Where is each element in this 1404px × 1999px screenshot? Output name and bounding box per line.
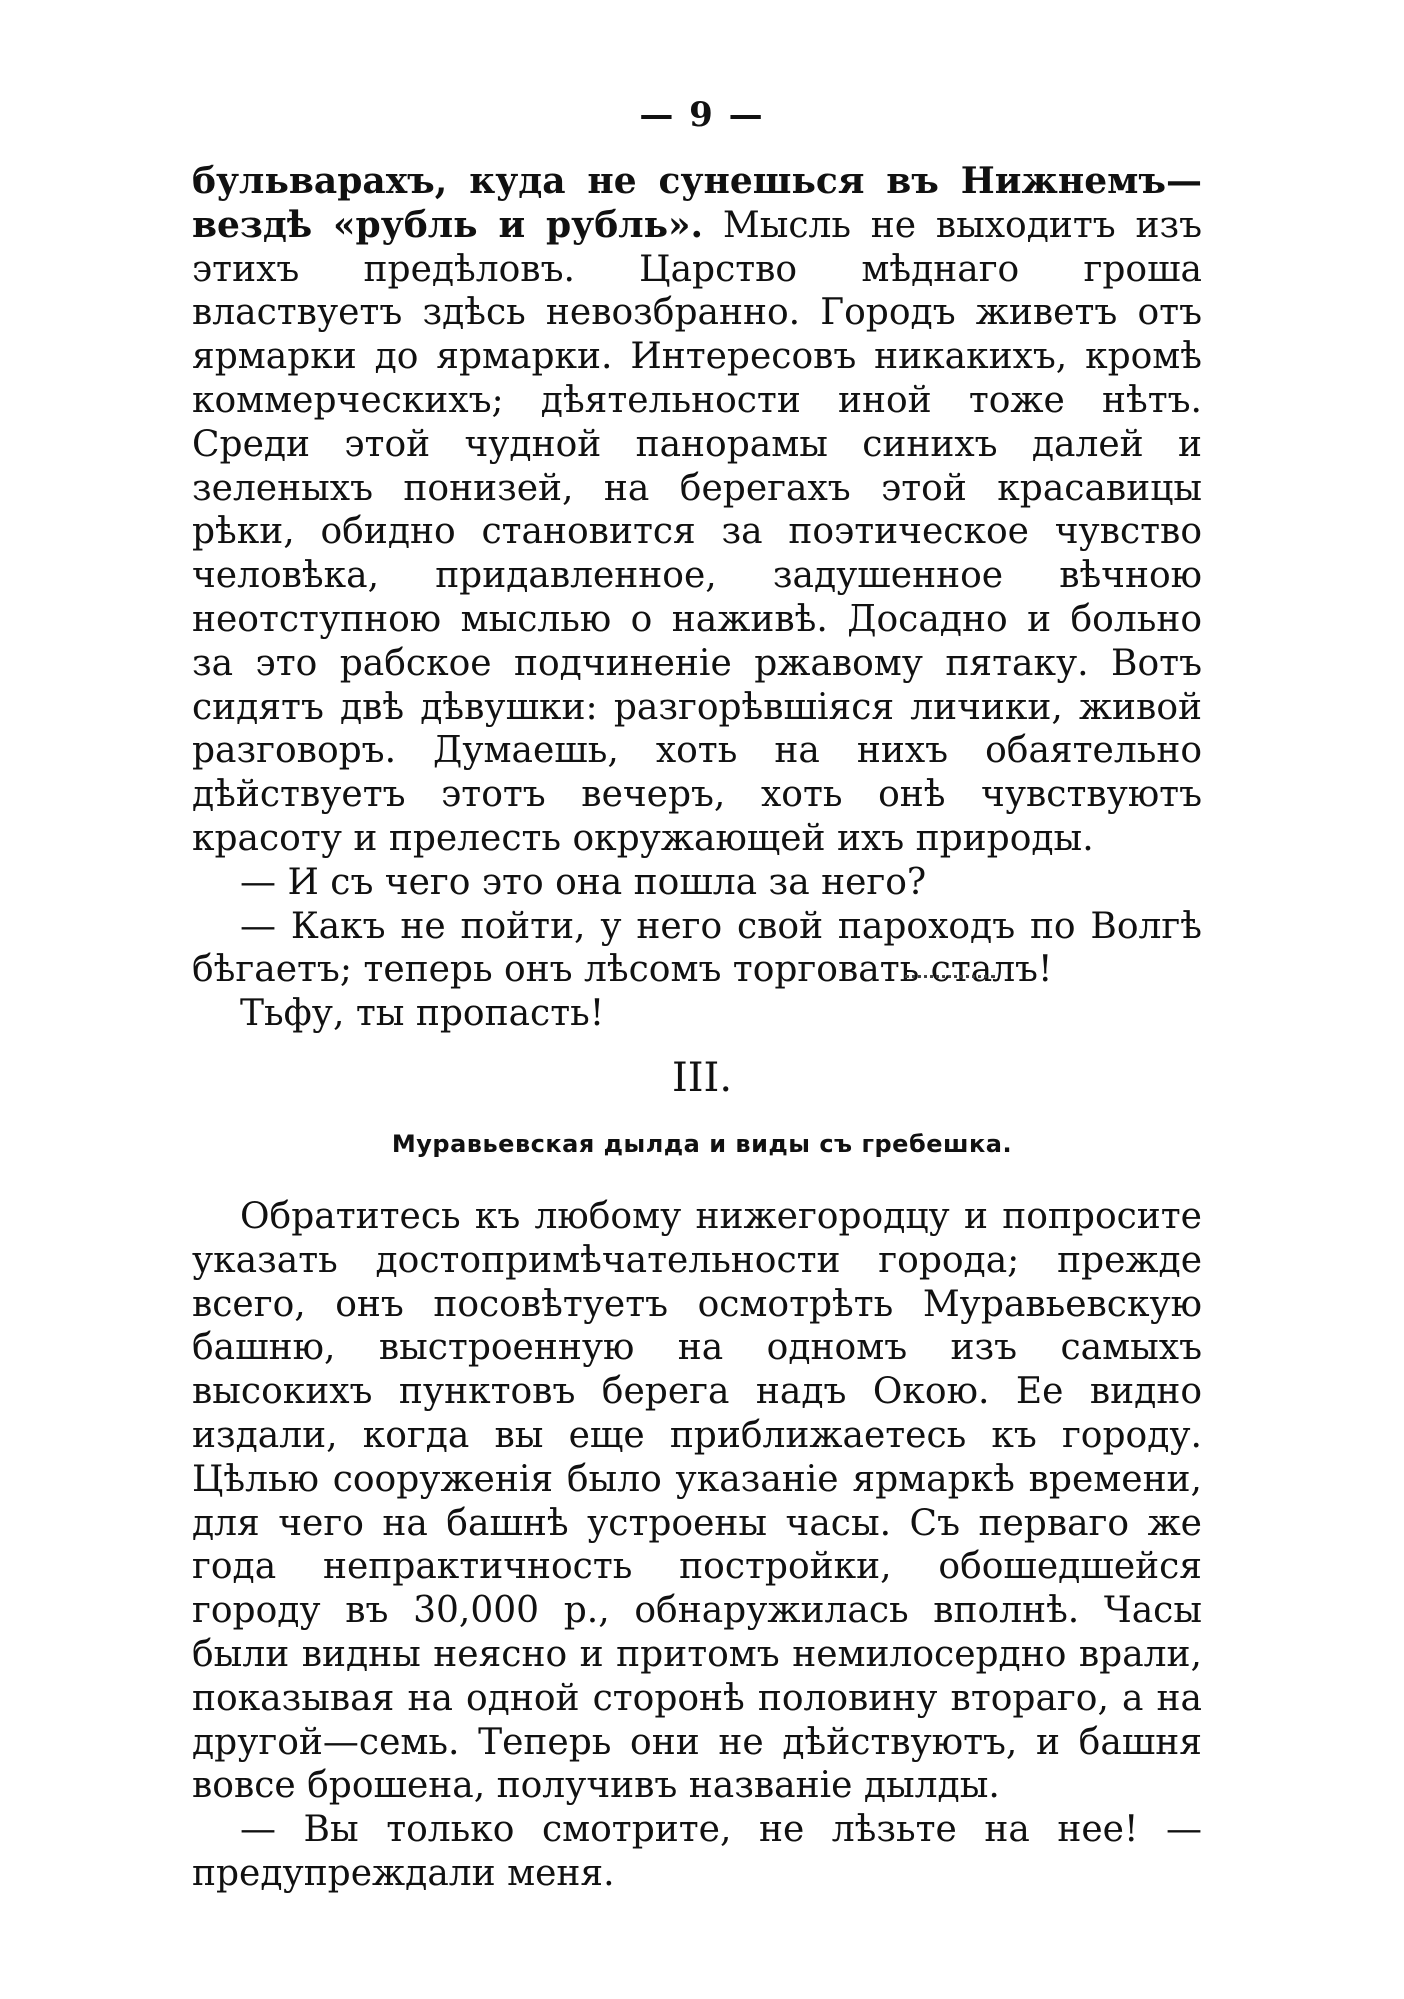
dotted-divider	[905, 975, 995, 982]
dialog-line-3: — Вы только смотрите, не лѣзьте на нее! — предупреждали меня.	[192, 1809, 1202, 1894]
paragraph-1-rest: Мысль не выходитъ изъ этихъ предѣловъ. Царство мѣднаго гроша властвуетъ здѣсь невозбранно. Городъ живетъ отъ ярмарки до ярмарки. Интересовъ никакихъ, кромѣ коммерческихъ; дѣятельности иной тоже нѣтъ. Среди этой чудной панорамы синихъ далей и зеленыхъ понизей, на берегахъ этой красавицы рѣки, обидно становится за поэтическое чувство человѣка, придавленное, задушенное вѣчною неотступною мыслью о наживѣ. Досадно и больно за это рабское подчиненіе ржавому пятаку. Вотъ сидятъ двѣ дѣвушки: разгорѣвшіяся личики, живой разговоръ. Думаешь, хоть на нихъ обаятельно дѣйствуетъ этотъ вечеръ, хоть онѣ чувствуютъ красоту и прелесть окружающей ихъ природы.	[192, 204, 1202, 859]
page-number: — 9 —	[639, 95, 765, 135]
paragraph-2: Обратитесь къ любому нижегородцу и попросите указать достопримѣчательности города; прежде всего, онъ посовѣтуетъ осмотрѣть Муравьевскую башню, выстроенную на одномъ изъ самыхъ высокихъ пунктовъ берега надъ Окою. Ее видно издали, когда вы еще приближаетесь къ городу. Цѣлью сооруженія было указаніе ярмаркѣ времени, для чего на башнѣ устроены часы. Съ перваго же года непрактичность постройки, обошедшейся городу въ 30,000 р., обнаружилась вполнѣ. Часы были видны неясно и притомъ немилосердно врали, показывая на одной сторонѣ половину втораго, а на другой—семь. Теперь они не дѣйствуютъ, и башня вовсе брошена, получивъ названіе дылды.	[192, 1196, 1202, 1807]
section-2-text	[192, 1195, 1202, 1896]
closing-line: Тьфу, ты пропасть!	[240, 993, 605, 1035]
dialog-line-1: — И съ чего это она пошла за него?	[240, 861, 927, 903]
chapter-title: Муравьевская дылда и виды съ гребешка.	[391, 1130, 1013, 1158]
dialog-line-2: — Какъ не пойти, у него свой пароходъ по Волгѣ бѣгаетъ; теперь онъ лѣсомъ торговать сталъ!	[192, 905, 1202, 991]
chapter-number: III.	[671, 1055, 733, 1101]
section-1-text	[192, 160, 1202, 1036]
paragraph-1-bold-start: бульварахъ, куда не сунешься въ Нижнемъ—вездѣ «рубль и рубль».	[192, 160, 1202, 246]
paragraph-1	[192, 160, 1202, 861]
